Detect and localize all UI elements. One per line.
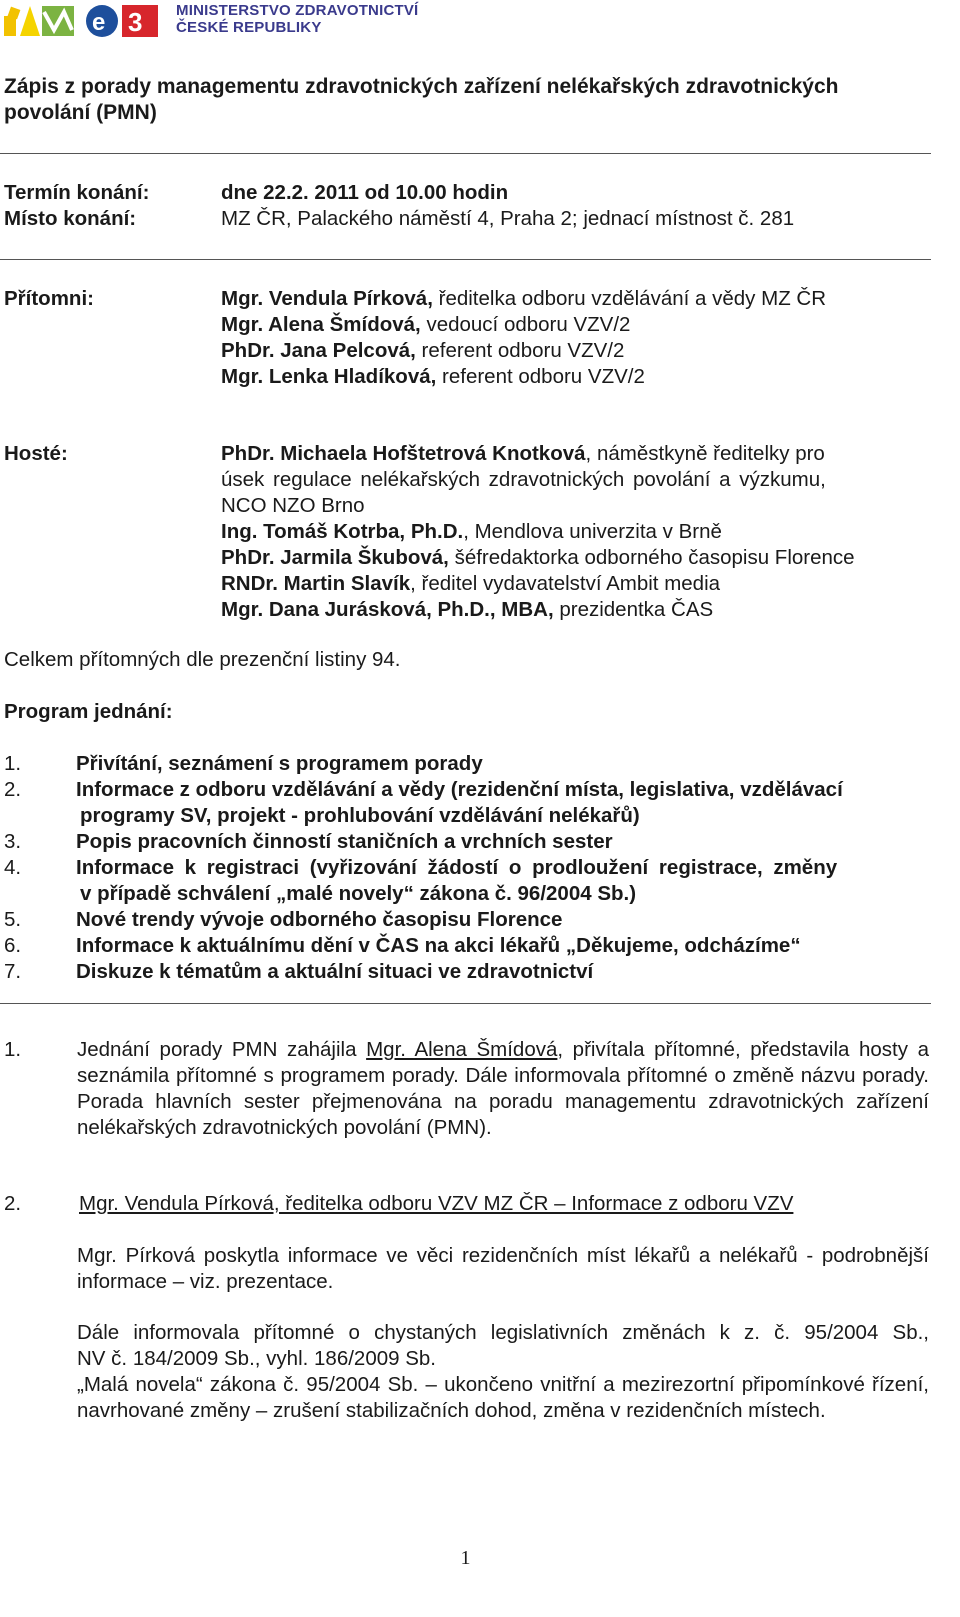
item-number: 5. [4, 908, 22, 931]
place-value: MZ ČR, Palackého náměstí 4, Praha 2; jednací místnost č. 281 [221, 207, 795, 230]
divider [0, 259, 931, 260]
section-2-paragraph-2 [77, 1320, 929, 1424]
section-2-paragraph-1: Mgr. Pírková poskytla informace ve věci rezidenčních míst lékařů a nelékařů - podrobnější informace – viz. prezentace. [77, 1244, 929, 1293]
place-label: Místo konání: [4, 207, 137, 230]
svg-text:e: e [92, 9, 106, 36]
item-text: Informace k aktuálnímu dění v ČAS na akci lékařů „Děkujeme, odcházíme“ [76, 934, 801, 957]
item-number: 2. [4, 778, 22, 801]
term-value: dne 22.2. 2011 od 10.00 hodin [221, 181, 509, 204]
item-text-continued: v případě schválení „malé novely“ zákona č. 96/2004 Sb.) [80, 882, 637, 905]
section-body [77, 1037, 929, 1141]
person-role: , ředitel vydavatelství Ambit media [410, 572, 721, 595]
program-item [4, 829, 934, 855]
program-item [4, 959, 934, 985]
document-title [4, 74, 924, 126]
present-item [221, 286, 929, 312]
person-name: Mgr. Alena Šmídová, [221, 313, 421, 336]
present-label: Přítomni: [4, 287, 94, 310]
person-role: prezidentka ČAS [553, 598, 714, 621]
program-item [4, 907, 934, 933]
paragraph-text: „Malá novela“ zákona č. 95/2004 Sb. – ukončeno vnitřní a mezirezortní připomínkové řízení, navrhované změny – zrušení stabilizačních dohod, změna v rezidenčních místech. [77, 1373, 929, 1422]
section-number: 2. [4, 1192, 22, 1215]
paragraph-line: Dále informovala přítomné o chystaných legislativních změnách k z. č. 95/2004 Sb., [77, 1321, 929, 1344]
person-role: referent odboru VZV/2 [436, 365, 645, 388]
item-text: Popis pracovních činností staničních a vrchních sester [76, 830, 613, 853]
guest-item [221, 597, 929, 623]
guests-list [221, 441, 929, 623]
guest-item [221, 519, 929, 545]
guest-role-continued: NCO NZO Brno [221, 494, 365, 517]
ministry-logo [4, 0, 424, 42]
item-text: Informace z odboru vzdělávání a vědy (rezidenční místa, legislativa, vzdělávací [76, 778, 843, 801]
program-item [4, 933, 934, 959]
section-heading: Mgr. Vendula Pírková, ředitelka odboru VZV MZ ČR – Informace z odboru VZV [79, 1192, 794, 1215]
total-attendance: Celkem přítomných dle prezenční listiny 94. [4, 648, 401, 671]
person-role: , Mendlova univerzita v Brně [463, 520, 722, 543]
present-list [221, 286, 929, 390]
person-role: referent odboru VZV/2 [415, 339, 625, 362]
ministry-name-line1: MINISTERSTVO ZDRAVOTNICTVÍ [176, 2, 419, 19]
program-item [4, 751, 934, 777]
ministry-name-line2: ČESKÉ REPUBLIKY [176, 19, 322, 36]
section-text: Jednání porady PMN zahájila [77, 1038, 367, 1061]
guest-role-continued: úsek regulace nelékařských zdravotnických povolání a výzkumu, [221, 468, 826, 491]
item-number: 4. [4, 856, 22, 879]
person-name: PhDr. Michaela Hofštetrová Knotková [221, 442, 586, 465]
program-item [4, 777, 934, 829]
present-item [221, 364, 929, 390]
person-name: PhDr. Jana Pelcová, [221, 339, 416, 362]
guest-item [221, 441, 929, 467]
divider [0, 1003, 931, 1004]
program-label: Program jednání: [4, 700, 173, 723]
item-text: Diskuze k tématům a aktuální situaci ve zdravotnictví [76, 960, 594, 983]
item-text-continued: programy SV, projekt - prohlubování vzdělávání nelékařů) [80, 804, 640, 827]
person-role: , náměstkyně ředitelky pro [585, 442, 825, 465]
page-number: 1 [460, 1547, 471, 1569]
present-item [221, 312, 929, 338]
ministry-name [176, 2, 418, 36]
guest-item [221, 545, 929, 571]
item-text: Přivítání, seznámení s programem porady [76, 752, 483, 775]
item-text: Nové trendy vývoje odborného časopisu Florence [76, 908, 563, 931]
program-list [4, 751, 934, 985]
logo-icon [4, 2, 169, 38]
present-item [221, 338, 929, 364]
guests-label: Hosté: [4, 442, 68, 465]
person-name: Mgr. Lenka Hladíková, [221, 365, 437, 388]
program-item [4, 855, 934, 907]
person-role: šéfredaktorka odborného časopisu Florence [448, 546, 855, 569]
item-number: 6. [4, 934, 22, 957]
divider [0, 153, 931, 154]
person-role: ředitelka odboru vzdělávání a vědy MZ ČR [432, 287, 827, 310]
person-role: vedoucí odboru VZV/2 [420, 313, 631, 336]
person-name: Mgr. Dana Jurásková, Ph.D., MBA, [221, 598, 554, 621]
person-name: Mgr. Vendula Pírková, [221, 287, 433, 310]
section-number: 1. [4, 1038, 22, 1061]
paragraph-line: NV č. 184/2009 Sb., vyhl. 186/2009 Sb. [77, 1347, 436, 1370]
person-name: PhDr. Jarmila Škubová, [221, 546, 449, 569]
guest-item [221, 571, 929, 597]
item-number: 3. [4, 830, 22, 853]
title-line-1: Zápis z porady managementu zdravotnických zařízení nelékařských zdravotnických [4, 75, 839, 98]
item-number: 1. [4, 752, 22, 775]
section-text: , přivítala přítomné, představila hosty a seznámila přítomné s programem porady. Dále informovala přítomné o změně názvu porady. Porada hlavních sester přejmenována na poradu managementu zdravotnických zařízení nelékařských zdravotnických povolání (PMN). [77, 1038, 929, 1139]
term-label: Termín konání: [4, 181, 150, 204]
person-name: Ing. Tomáš Kotrba, Ph.D. [221, 520, 464, 543]
item-text: Informace k registraci (vyřizování žádostí o prodloužení registrace, změny [76, 856, 838, 879]
section-1 [4, 1037, 929, 1141]
person-name: RNDr. Martin Slavík [221, 572, 411, 595]
title-line-2: povolání (PMN) [4, 101, 157, 124]
item-number: 7. [4, 960, 22, 983]
svg-text:3: 3 [128, 7, 143, 37]
speaker-name: Mgr. Alena Šmídová [366, 1038, 558, 1061]
